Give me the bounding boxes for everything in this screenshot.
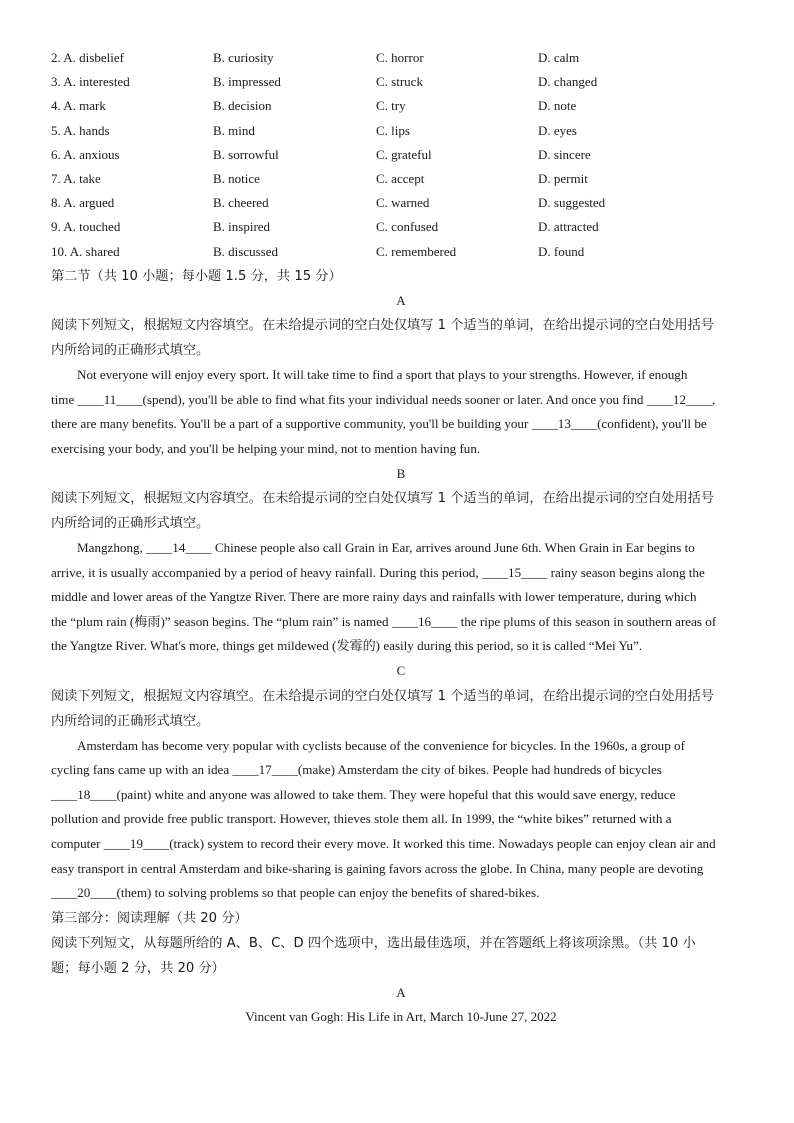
option-a: 9. A. touched: [51, 219, 121, 235]
option-d: D. found: [538, 243, 585, 259]
passage-line: computer ____19____(track) system to record their every move. It worked this time. Nowadays people can enjoy clean air and: [51, 835, 716, 851]
option-d: D. changed: [538, 74, 598, 90]
option-d: D. suggested: [538, 195, 606, 211]
option-d: D. attracted: [538, 219, 599, 235]
instruction-line: 内所给词的正确形式填空。: [51, 343, 210, 359]
option-c: C. lips: [376, 122, 410, 138]
option-c: C. grateful: [376, 146, 432, 162]
option-d: D. sincere: [538, 146, 591, 162]
part-a-label: A: [396, 292, 406, 308]
option-a: 6. A. anxious: [51, 146, 120, 162]
option-b: B. impressed: [213, 74, 281, 90]
passage-c: [51, 734, 751, 906]
option-c: C. warned: [376, 195, 430, 211]
option-b: B. curiosity: [213, 50, 274, 66]
option-b: B. cheered: [213, 195, 269, 211]
passage-line: ____20____(them) to solving problems so that people can enjoy the benefits of shared-bikes.: [51, 885, 540, 901]
option-d: D. permit: [538, 171, 588, 187]
option-row: [51, 191, 605, 215]
passage-line: middle and lower areas of the Yangtze River. There are more rainy days and rainfalls with lower temperature, during which: [51, 589, 697, 605]
passage-line: easy transport in central Amsterdam and bike-sharing is gaining favors across the globe. In China, many people are devoting: [51, 860, 704, 876]
passage-line: pollution and provide free public transport. However, thieves stole them all. In 1999, the “white bikes” returned with a: [51, 811, 672, 827]
passage-line: Mangzhong, ____14____ Chinese people also call Grain in Ear, arrives around June 6th. When Grain in Ear begins to: [77, 540, 695, 556]
option-b: B. mind: [213, 122, 255, 138]
option-a: 2. A. disbelief: [51, 50, 124, 66]
section2-heading: 第二节（共 10 小题；每小题 1.5 分，共 15 分）: [51, 268, 342, 284]
option-c: C. try: [376, 98, 406, 114]
passage-line: Amsterdam has become very popular with cyclists because of the convenience for bicycles. In the 1960s, a group of: [77, 737, 685, 753]
passage-b: [51, 536, 751, 659]
option-b: B. notice: [213, 171, 260, 187]
passage-line: exercising your body, and you'll be helping your mind, not to mention having fun.: [51, 440, 481, 456]
option-c: C. confused: [376, 219, 439, 235]
reading-part-a-title: Vincent van Gogh: His Life in Art, March 10-June 27, 2022: [245, 1009, 557, 1025]
instruction-line: 阅读下列短文，根据短文内容填空。在未给提示词的空白处仅填写 1 个适当的单词，在给出提示词的空白处用括号: [51, 318, 714, 334]
option-row: [51, 167, 605, 191]
option-row: [51, 240, 605, 264]
part-b-label: B: [396, 465, 406, 481]
option-c: C. horror: [376, 50, 424, 66]
instruction-line: 题；每小题 2 分，共 20 分）: [51, 960, 225, 976]
option-a: 4. A. mark: [51, 98, 106, 114]
instruction-line: 阅读下列短文，根据短文内容填空。在未给提示词的空白处仅填写 1 个适当的单词，在给出提示词的空白处用括号: [51, 688, 714, 704]
instruction-line: 阅读下列短文，根据短文内容填空。在未给提示词的空白处仅填写 1 个适当的单词，在给出提示词的空白处用括号: [51, 491, 714, 507]
option-d: D. eyes: [538, 122, 577, 138]
option-b: B. inspired: [213, 219, 271, 235]
option-c: C. accept: [376, 171, 425, 187]
option-a: 5. A. hands: [51, 122, 110, 138]
passage-line: Not everyone will enjoy every sport. It will take time to find a sport that plays to your strengths. However, if enough: [77, 367, 688, 383]
option-row: [51, 94, 605, 118]
passage-line: the Yangtze River. What's more, things get mildewed (发霉的) easily during this period, so it is called “Mei Yu”.: [51, 638, 643, 654]
option-row: [51, 46, 605, 70]
reading-part-a-label: A: [396, 984, 406, 1000]
part-c-label: C: [396, 663, 406, 679]
option-d: D. calm: [538, 50, 580, 66]
option-row: [51, 143, 605, 167]
section3-heading: 第三部分：阅读理解（共 20 分）: [51, 910, 248, 926]
passage-line: time ____11____(spend), you'll be able to find what fits your individual needs sooner or later. And once you find ____12____,: [51, 391, 716, 407]
passage-a: [51, 363, 751, 461]
option-row: [51, 215, 605, 239]
option-a: 3. A. interested: [51, 74, 130, 90]
option-row: [51, 70, 605, 94]
option-c: C. remembered: [376, 243, 457, 259]
option-row: [51, 119, 605, 143]
option-a: 8. A. argued: [51, 195, 115, 211]
instruction-line: 内所给词的正确形式填空。: [51, 713, 210, 729]
option-b: B. decision: [213, 98, 272, 114]
option-b: B. discussed: [213, 243, 278, 259]
option-a: 10. A. shared: [51, 243, 120, 259]
instruction-line: 阅读下列短文，从每题所给的 A、B、C、D 四个选项中，选出最佳选项，并在答题纸上将该项涂黑。（共 10 小: [51, 935, 696, 951]
options-table: [51, 46, 605, 264]
option-d: D. note: [538, 98, 577, 114]
option-a: 7. A. take: [51, 171, 101, 187]
passage-line: ____18____(paint) white and anyone was allowed to take them. They were hopeful that this would save energy, reduce: [51, 786, 676, 802]
instruction-line: 内所给词的正确形式填空。: [51, 516, 210, 532]
passage-line: arrive, it is usually accompanied by a period of heavy rainfall. During this period, ____15____ rainy season begins along the: [51, 564, 705, 580]
passage-line: cycling fans came up with an idea ____17____(make) Amsterdam the city of bikes. People had hundreds of bicycles: [51, 762, 662, 778]
passage-line: the “plum rain (梅雨)” season begins. The “plum rain” is named ____16____ the ripe plums of this season in southern areas of: [51, 613, 717, 629]
passage-line: there are many benefits. You'll be a part of a supportive community, you'll be building your ____13____(confident), you'll be: [51, 416, 707, 432]
option-b: B. sorrowful: [213, 146, 279, 162]
exam-page: [51, 46, 751, 1029]
option-c: C. struck: [376, 74, 423, 90]
